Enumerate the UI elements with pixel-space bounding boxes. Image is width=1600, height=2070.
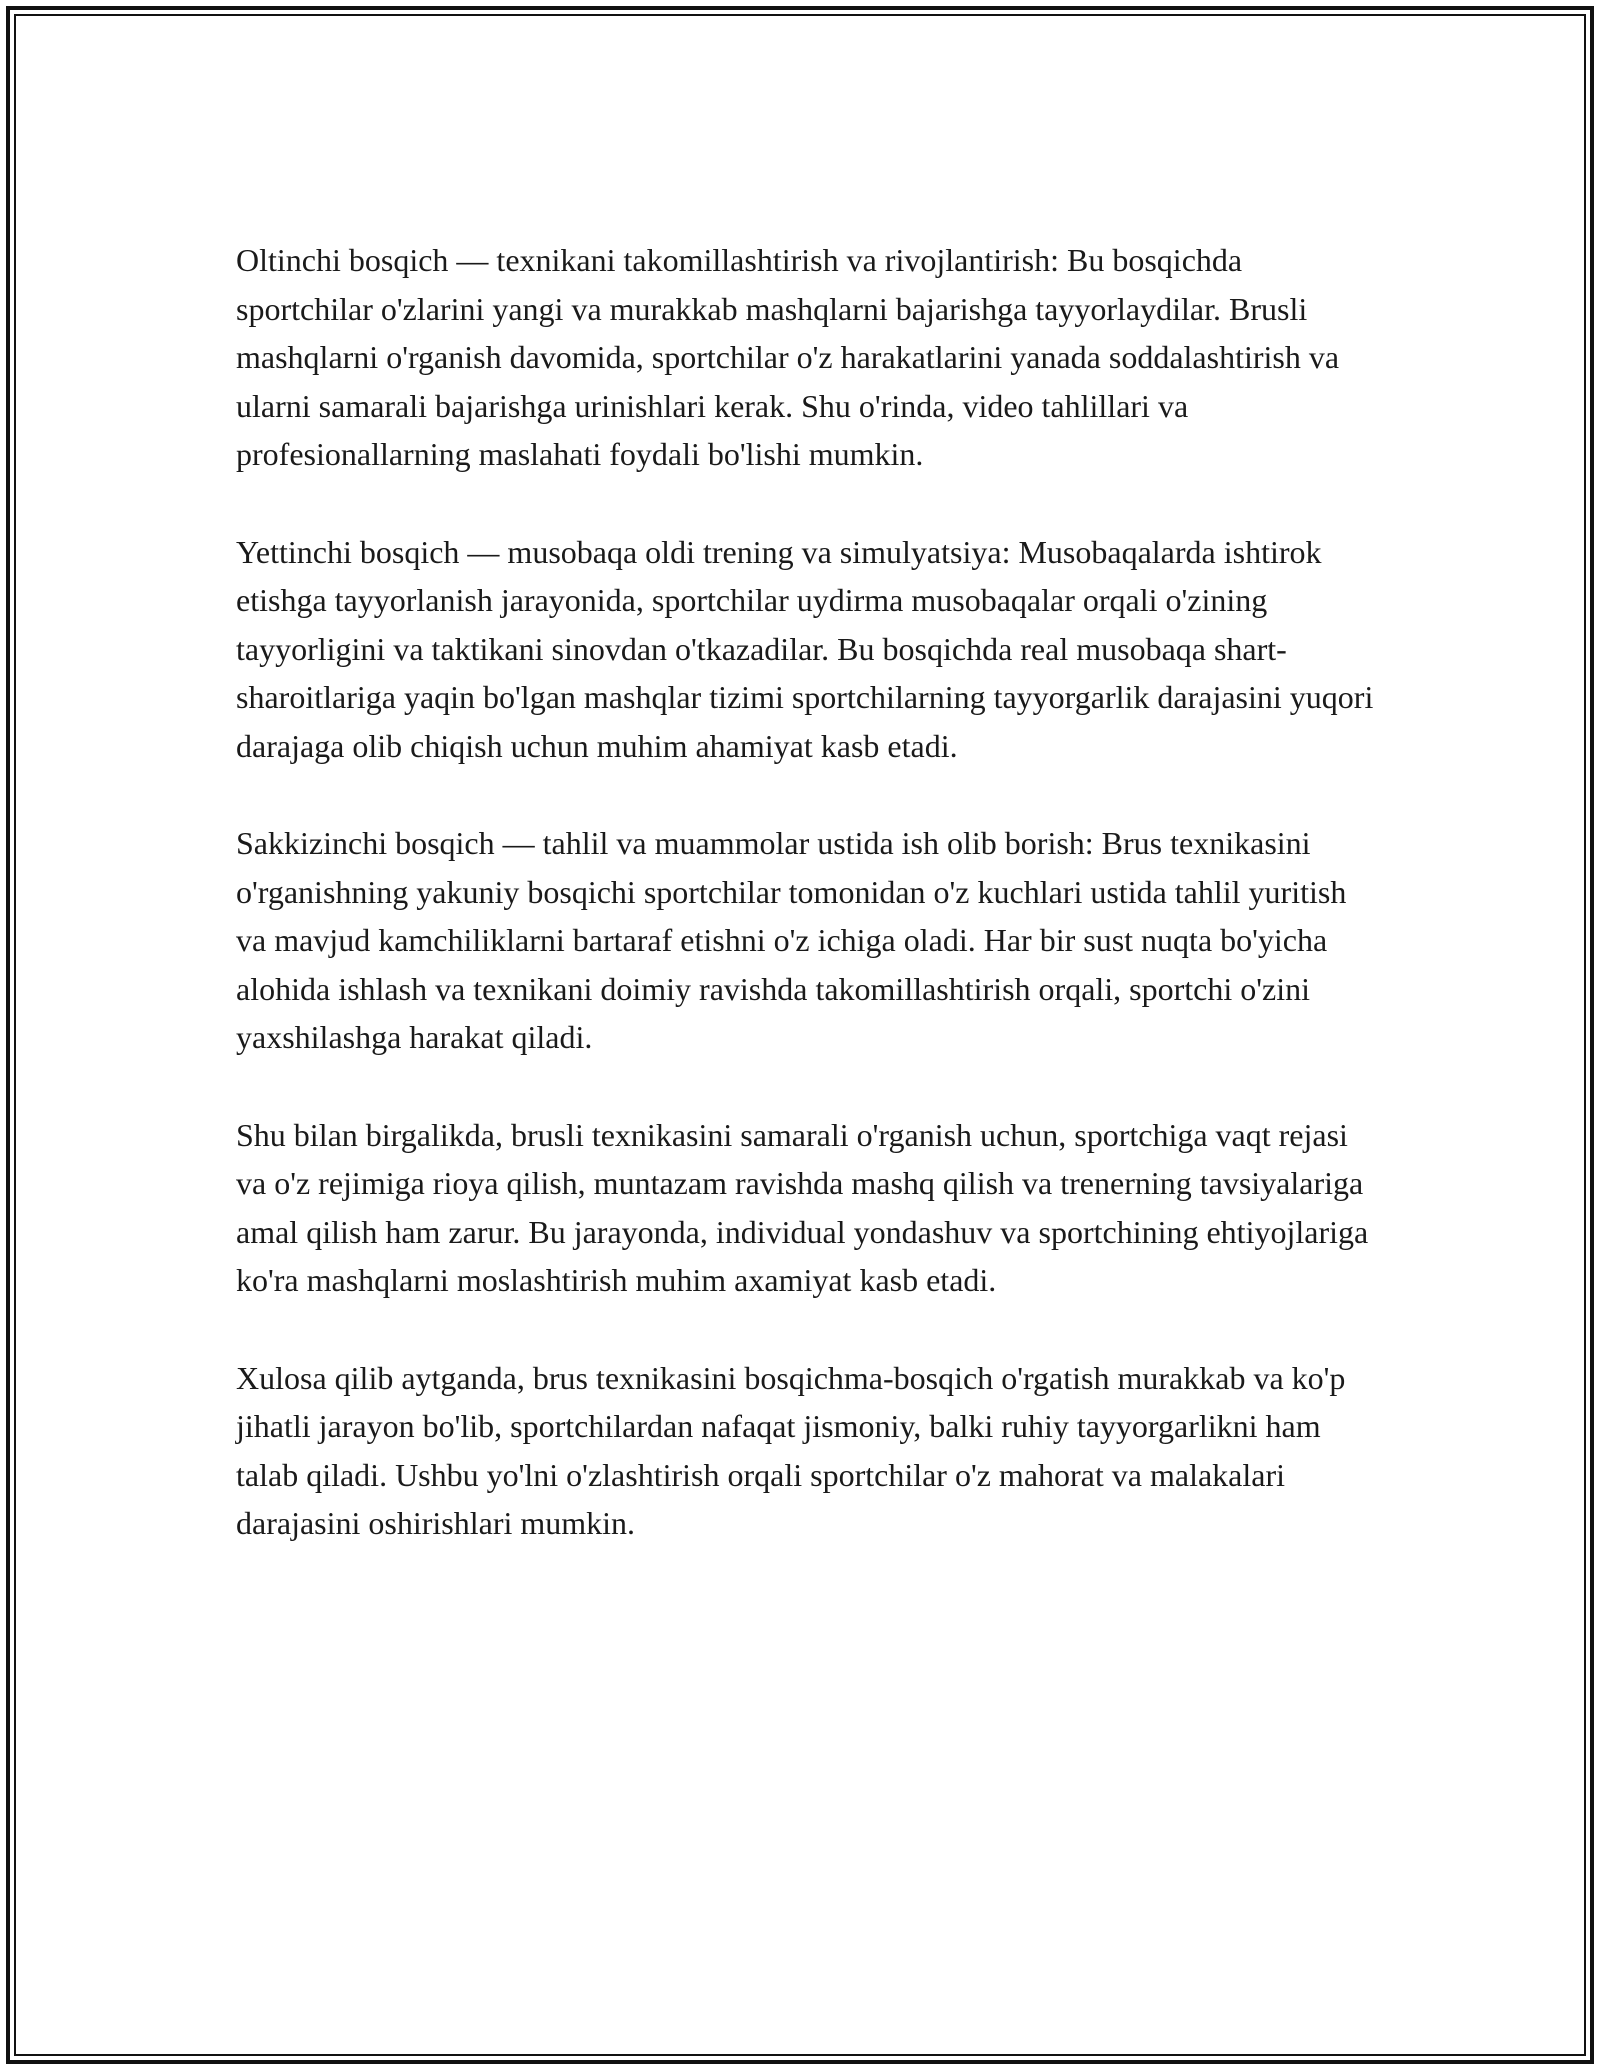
paragraph-conclusion: Xulosa qilib aytganda, brus texnikasini bosqichma-bosqich o'rgatish murakkab va ko'p jihatli jarayon bo'lib, sportchilardan nafaqat jismoniy, balki ruhiy tayyorgarlikni ham talab qiladi. Ushbu yo'lni o'zlashtirish orqali sportchilar o'z mahorat va malakalari darajasini oshirishlari mumkin. (236, 1359, 1346, 1541)
paragraph-stage-eight: Sakkizinchi bosqich — tahlil va muammolar ustida ish olib borish: Brus texnikasini o'rganishning yakuniy bosqichi sportchilar tomonidan o'z kuchlari ustida tahlil yuritish va mavjud kamchiliklarni bartaraf etishni o'z ichiga oladi. Har bir sust nuqta bo'yicha alohida ishlash va texnikani doimiy ravishda takomillashtirish orqali, sportchi o'zini yaxshilashga harakat qiladi. (236, 825, 1347, 1055)
paragraph-stage-six: Oltinchi bosqich — texnikani takomillashtirish va rivojlantirish: Bu bosqichda sportchilar o'zlarini yangi va murakkab mashqlarni bajarishga tayyorlaydilar. Brusli mashqlarni o'rganish davomida, sportchilar o'z harakatlarini yanada soddalashtirish va ularni samarali bajarishga urinishlari kerak. Shu o'rinda, video tahlillari va profesionallarning maslahati foydali bo'lishi mumkin. (236, 242, 1340, 472)
paragraph-additional-notes: Shu bilan birgalikda, brusli texnikasini samarali o'rganish uchun, sportchiga vaqt rejasi va o'z rejimiga rioya qilish, muntazam ravishda mashq qilish va trenerning tavsiyalariga amal qilish ham zarur. Bu jarayonda, individual yondashuv va sportchining ehtiyojlariga ko'ra mashqlarni moslashtirish muhim axamiyat kasb etadi. (236, 1116, 1369, 1298)
document-body (236, 236, 1376, 1597)
paragraph-stage-seven: Yettinchi bosqich — musobaqa oldi trening va simulyatsiya: Musobaqalarda ishtirok etishga tayyorlanish jarayonida, sportchilar uydirma musobaqalar orqali o'zining tayyorligini va taktikani sinovdan o'tkazadilar. Bu bosqichda real musobaqa shart-sharoitlariga yaqin bo'lgan mashqlar tizimi sportchilarning tayyorgarlik darajasini yuqori darajaga olib chiqish uchun muhim ahamiyat kasb etadi. (236, 533, 1374, 764)
